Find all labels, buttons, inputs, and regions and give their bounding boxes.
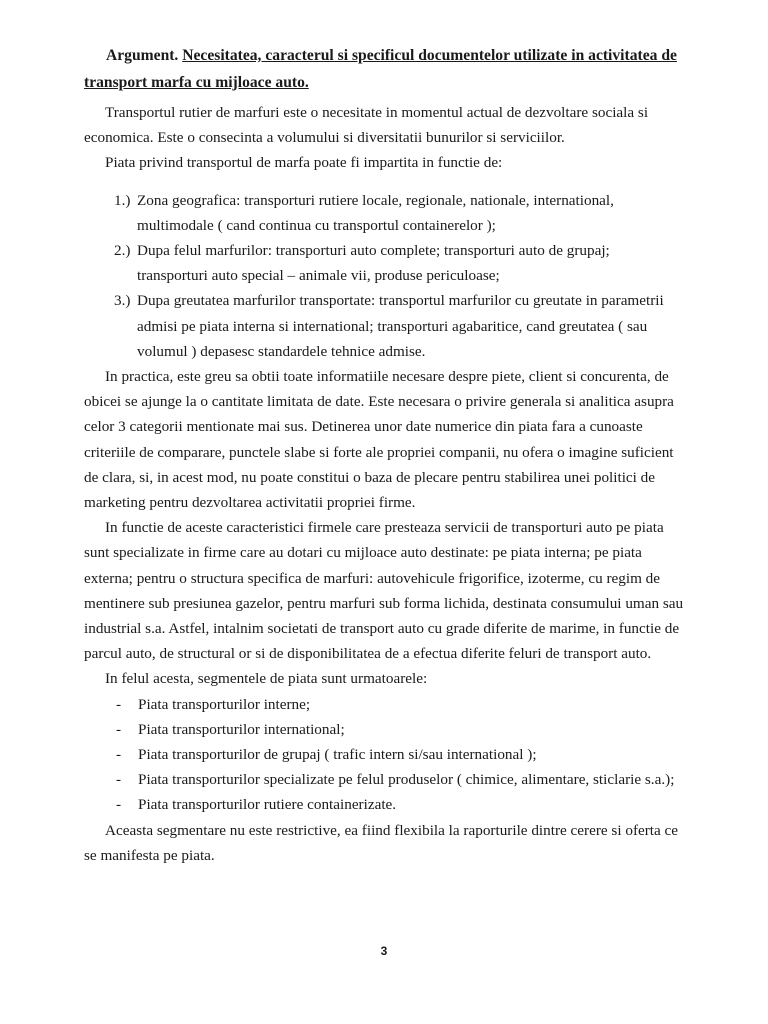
segments-list — [84, 692, 684, 818]
list-item: - Piata transporturilor rutiere containerizate. — [116, 796, 397, 814]
numbered-list — [84, 188, 684, 364]
paragraph-market-division: Piata privind transportul de marfa poate fi impartita in functie de: — [105, 154, 503, 172]
list-item: - Piata transporturilor interne; — [116, 695, 311, 713]
paragraph-practice: In practica, este greu sa obtii toate informatiile necesare despre piete, client si concurenta, de obicei se ajunge la o cantitate limitata de date. Este necesara o privire generala si analitica asupra celor 3 categorii mentionate mai sus. Detinerea unor date numerice din piata fara a cunoaste criteriile de comparare, punctele slabe si forte ale propriei companii, nu ofera o imagine suficient de clara, si, in acest mod, nu poate constitui o baza de plecare pentru stabilirea unei politici de marketing pentru dezvoltarea activitatii propriei firme. — [84, 368, 674, 512]
list-item: - Piata transporturilor international; — [116, 720, 345, 738]
list-item: 1.) Zona geografica: transporturi rutiere locale, regionale, nationale, international, multimodale ( cand continua cu transportul containerelor ); — [114, 191, 614, 234]
document-body — [84, 42, 684, 868]
paragraph-segments-intro: In felul acesta, segmentele de piata sunt urmatoarele: — [105, 670, 428, 688]
paragraph-characteristics: In functie de aceste caracteristici firmele care presteaza servicii de transporturi auto pe piata sunt specializate in firme care au dotari cu mijloace auto destinate: pe piata interna; pe piata externa; pentru o structura specifica de marfuri: autovehicule frigorifice, izoterme, cu regim de mentinere sub presiunea gazelor, pentru marfuri sub forma lichida, destinata consumului uman sau industrial s.a. Astfel, intalnim societati de transport auto cu grade diferite de marime, in functie de parcul auto, de structural or si de disponibilitatea de a efectua diferite feluri de transport auto. — [84, 519, 684, 663]
list-item: 2.) Dupa felul marfurilor: transporturi auto complete; transporturi auto de grupaj; transporturi auto special – animale vii, produse periculoase; — [114, 242, 610, 285]
section-title — [84, 42, 684, 96]
list-item: 3.) Dupa greutatea marfurilor transportate: transportul marfurilor cu greutate in parametrii admisi pe piata interna si international; transporturi agabaritice, cand greutatea ( sau volumul ) depasesc standardele tehnice admise. — [114, 292, 664, 360]
list-item: - Piata transporturilor specializate pe felul produselor ( chimice, alimentare, sticlarie s.a.); — [116, 771, 675, 789]
paragraph-conclusion: Aceasta segmentare nu este restrictive, ea fiind flexibila la raporturile dintre cerere si oferta ce se manifesta pe piata. — [84, 821, 679, 864]
paragraph-intro: Transportul rutier de marfuri este o necesitate in momentul actual de dezvoltare sociala si economica. Este o consecinta a volumului si diversitatii bunurilor si serviciilor. — [84, 104, 649, 147]
title-lead: Argument. — [106, 47, 179, 64]
title-text: Necesitatea, caracterul si specificul documentelor utilizate in activitatea de transport marfa cu mijloace auto. — [84, 47, 677, 91]
list-item: - Piata transporturilor de grupaj ( trafic intern si/sau international ); — [116, 746, 537, 764]
page-number: 3 — [380, 944, 388, 958]
